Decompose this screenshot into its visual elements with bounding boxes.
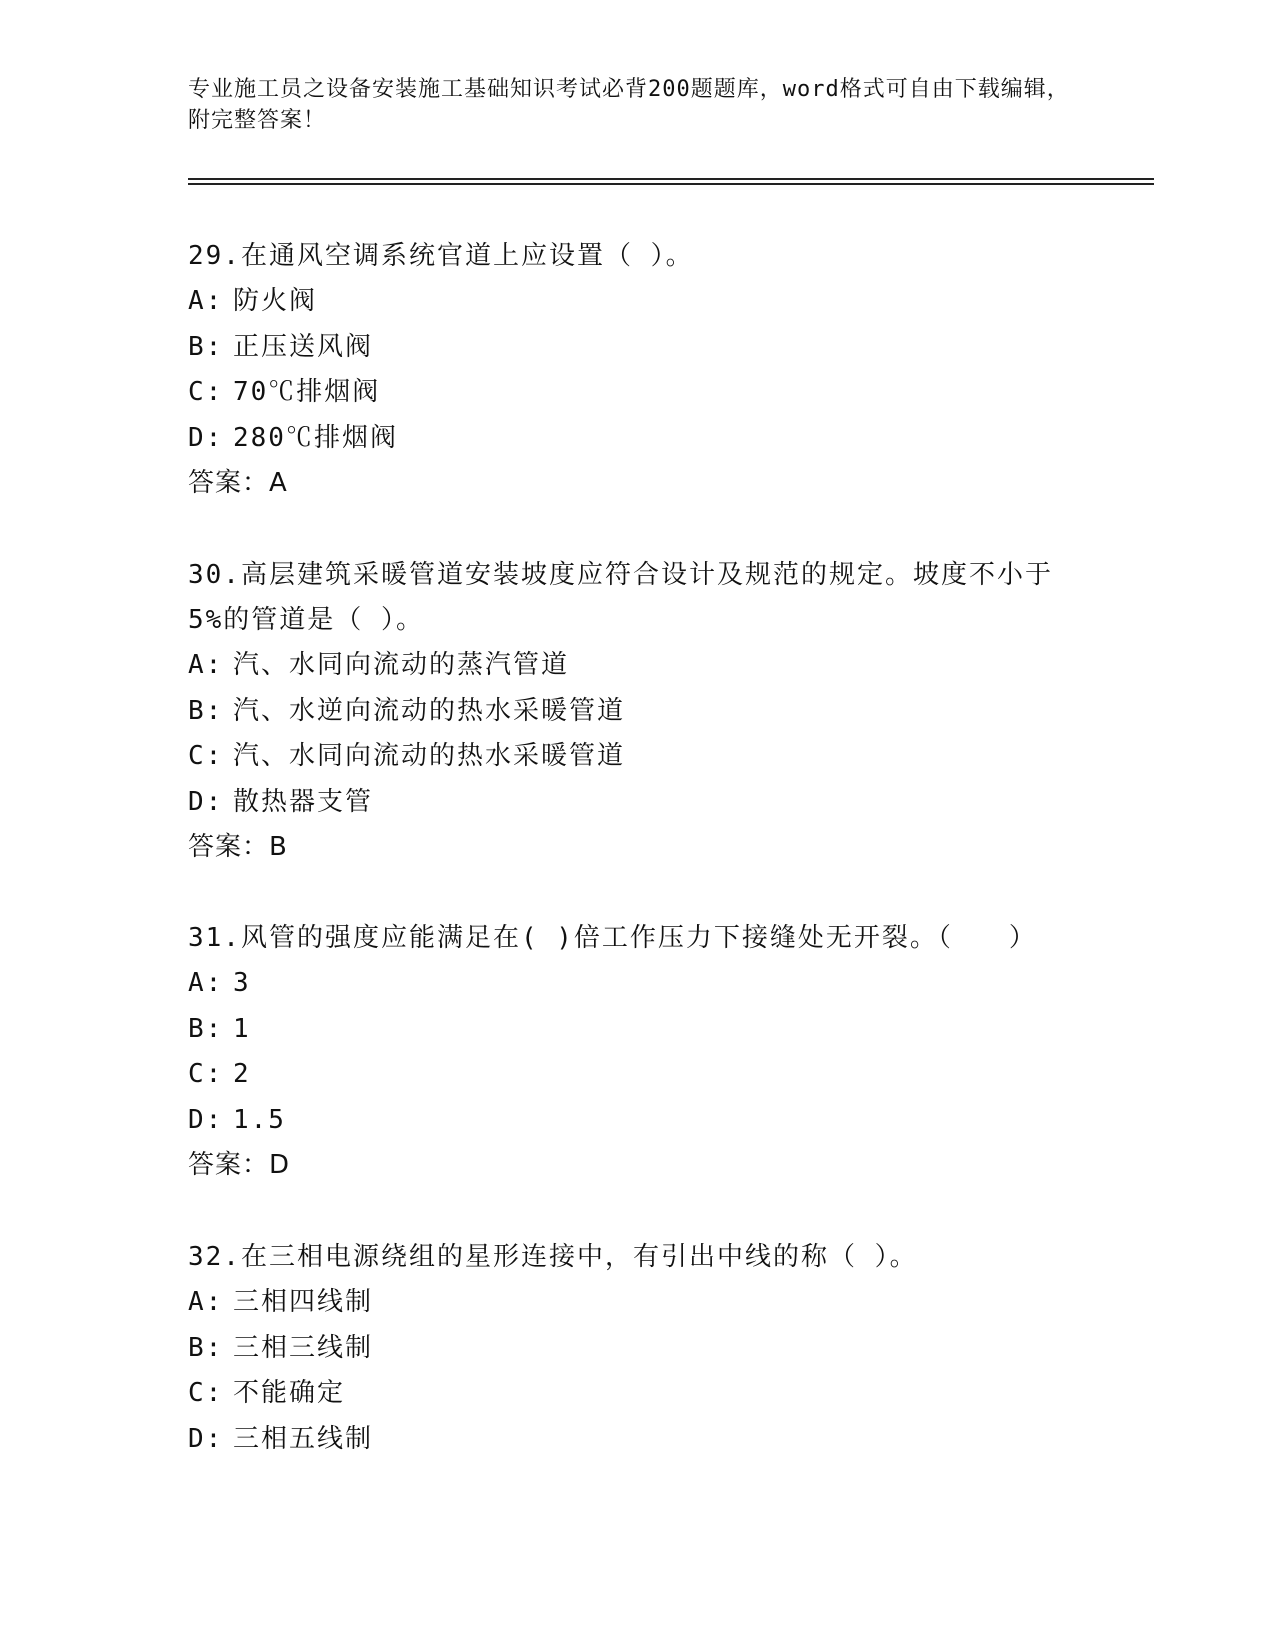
option-letter: D: [188, 1423, 224, 1454]
question-29 [188, 234, 1088, 506]
option-letter: D: [188, 1104, 224, 1135]
option-b [188, 1326, 1088, 1372]
option-letter: C: [188, 377, 224, 407]
option-letter: A: [188, 650, 224, 680]
option-a [188, 643, 1088, 689]
question-stem: 31.风管的强度应能满足在( )倍工作压力下接缝处无开裂。（ ） [188, 923, 1037, 953]
option-letter: B: [188, 331, 224, 362]
option-letter: D: [188, 786, 224, 817]
option-text: 不能确定 [233, 1378, 346, 1408]
header-divider-bottom [188, 183, 1154, 185]
option-c [188, 370, 1088, 416]
question-30 [188, 553, 1088, 870]
option-text: 散热器支管 [233, 786, 374, 817]
question-stem: 30.高层建筑采暖管道安装坡度应符合设计及规范的规定。坡度不小于5%的管道是（ ）。 [188, 560, 1053, 635]
option-text: 70℃排烟阀 [233, 377, 381, 407]
option-a [188, 279, 1088, 325]
option-b [188, 1007, 1088, 1053]
option-b [188, 325, 1088, 371]
option-d [188, 780, 1088, 826]
question-32 [188, 1235, 1088, 1462]
option-text: 1.5 [233, 1104, 286, 1135]
option-text: 2 [233, 1059, 251, 1089]
option-letter: A: [188, 1287, 224, 1317]
answer-line: 答案：D [188, 1150, 291, 1180]
option-letter: C: [188, 1378, 224, 1408]
question-stem: 29.在通风空调系统官道上应设置（ ）。 [188, 241, 694, 271]
option-text: 280℃排烟阀 [233, 422, 398, 453]
option-letter: D: [188, 422, 224, 453]
question-31 [188, 916, 1088, 1188]
option-letter: B: [188, 1013, 224, 1044]
option-c [188, 1052, 1088, 1098]
option-text: 三相四线制 [233, 1287, 374, 1317]
option-c [188, 1371, 1088, 1417]
header-divider-top [188, 178, 1154, 180]
option-text: 汽、水逆向流动的热水采暖管道 [233, 695, 626, 726]
option-letter: C: [188, 741, 224, 771]
option-text: 3 [233, 968, 251, 998]
option-letter: B: [188, 1332, 224, 1363]
option-letter: A: [188, 286, 224, 316]
option-text: 汽、水同向流动的热水采暖管道 [233, 741, 626, 771]
option-b [188, 689, 1088, 735]
option-a [188, 1280, 1088, 1326]
option-text: 三相五线制 [233, 1423, 374, 1454]
question-stem: 32.在三相电源绕组的星形连接中，有引出中线的称（ ）。 [188, 1242, 918, 1272]
option-text: 三相三线制 [233, 1332, 374, 1363]
option-letter: C: [188, 1059, 224, 1089]
document-header: 专业施工员之设备安装施工基础知识考试必背200题题库，word格式可自由下载编辑，附完整答案！ [188, 77, 1070, 133]
answer-line: 答案：B [188, 832, 288, 862]
option-letter: A: [188, 968, 224, 998]
option-text: 正压送风阀 [233, 331, 374, 362]
option-text: 1 [233, 1013, 251, 1044]
option-text: 汽、水同向流动的蒸汽管道 [233, 650, 570, 680]
option-d [188, 1098, 1088, 1144]
option-d [188, 1417, 1088, 1463]
option-text: 防火阀 [233, 286, 318, 316]
option-c [188, 734, 1088, 780]
option-d [188, 416, 1088, 462]
option-a [188, 961, 1088, 1007]
option-letter: B: [188, 695, 224, 726]
answer-line: 答案：A [188, 468, 288, 498]
